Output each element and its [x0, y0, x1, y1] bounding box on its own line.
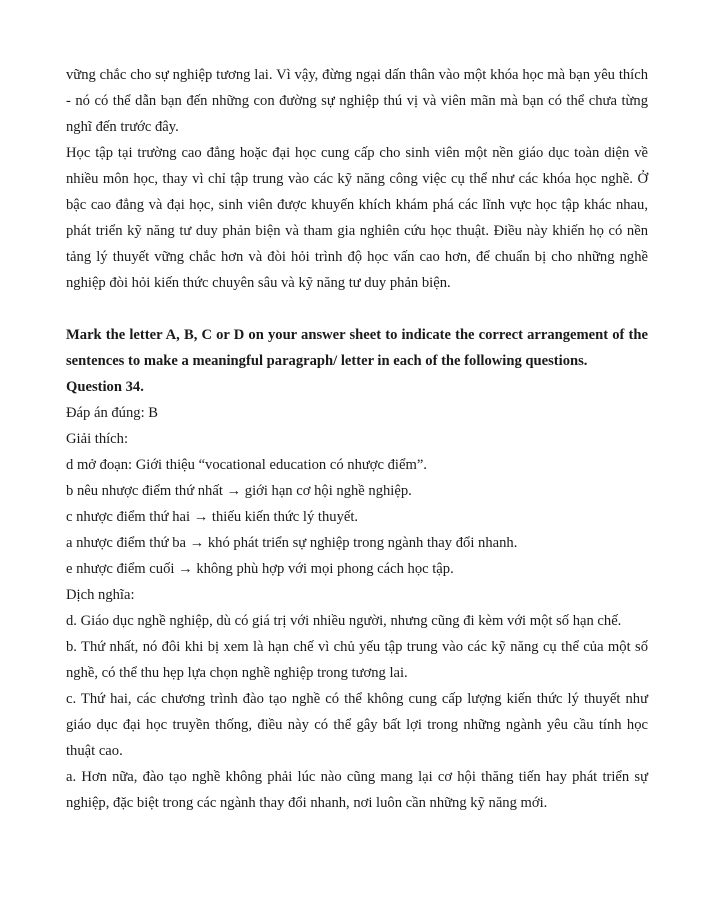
explanation-step: a nhược điểm thứ ba → khó phát triển sự nghiệp trong ngành thay đổi nhanh. — [66, 535, 518, 551]
correct-answer: Đáp án đúng: B — [66, 405, 159, 421]
document-page — [66, 62, 648, 816]
translation-line: a. Hơn nữa, đào tạo nghề không phải lúc nào cũng mang lại cơ hội thăng tiến hay phát triển sự nghiệp, đặc biệt trong các ngành thay đổi nhanh, nơi luôn cần những kỹ năng mới. — [66, 769, 648, 811]
explanation-step: d mở đoạn: Giới thiệu “vocational education có nhược điểm”. — [66, 457, 427, 473]
explanation-label: Giải thích: — [66, 431, 129, 447]
explanation-step: e nhược điểm cuối → không phù hợp với mọi phong cách học tập. — [66, 561, 454, 577]
section-spacer — [66, 296, 648, 322]
paragraph-higher-education: Học tập tại trường cao đẳng hoặc đại học cung cấp cho sinh viên một nền giáo dục toàn diện về nhiều môn học, thay vì chỉ tập trung vào các kỹ năng công việc cụ thể như các khóa học nghề. Ở bậc cao đẳng và đại học, sinh viên được khuyến khích khám phá các lĩnh vực học tập khác nhau, phát triển kỹ năng tư duy phản biện và tham gia nghiên cứu học thuật. Điều này khiến họ có nền tảng lý thuyết vững chắc hơn và đòi hỏi trình độ học vấn cao hơn, để chuẩn bị cho những nghề nghiệp đòi hỏi kiến thức chuyên sâu và kỹ năng tư duy phản biện. — [66, 145, 648, 291]
section-instruction: Mark the letter A, B, C or D on your answer sheet to indicate the correct arrangement of the sentences to make a meaningful paragraph/ letter in each of the following questions. — [66, 327, 648, 369]
translation-line: c. Thứ hai, các chương trình đào tạo nghề có thể không cung cấp lượng kiến thức lý thuyết như giáo dục đại học truyền thống, điều này có thể gây bất lợi trong những ngành yêu cầu tính học thuật cao. — [66, 691, 648, 759]
translation-line: d. Giáo dục nghề nghiệp, dù có giá trị với nhiều người, nhưng cũng đi kèm với một số hạn chế. — [66, 613, 622, 629]
question-label: Question 34. — [66, 379, 144, 395]
explanation-step: c nhược điểm thứ hai → thiếu kiến thức lý thuyết. — [66, 509, 359, 525]
translation-label: Dịch nghĩa: — [66, 587, 135, 603]
explanation-step: b nêu nhược điểm thứ nhất → giới hạn cơ hội nghề nghiệp. — [66, 483, 412, 499]
translation-line: b. Thứ nhất, nó đôi khi bị xem là hạn chế vì chủ yếu tập trung vào các kỹ năng cụ thể của một số nghề, có thể thu hẹp lựa chọn nghề nghiệp trong tương lai. — [66, 639, 648, 681]
paragraph-intro-continuation: vững chắc cho sự nghiệp tương lai. Vì vậy, đừng ngại dấn thân vào một khóa học mà bạn yêu thích - nó có thể dẫn bạn đến những con đường sự nghiệp thú vị và viên mãn mà bạn có thể chưa từng nghĩ đến trước đây. — [66, 67, 648, 135]
